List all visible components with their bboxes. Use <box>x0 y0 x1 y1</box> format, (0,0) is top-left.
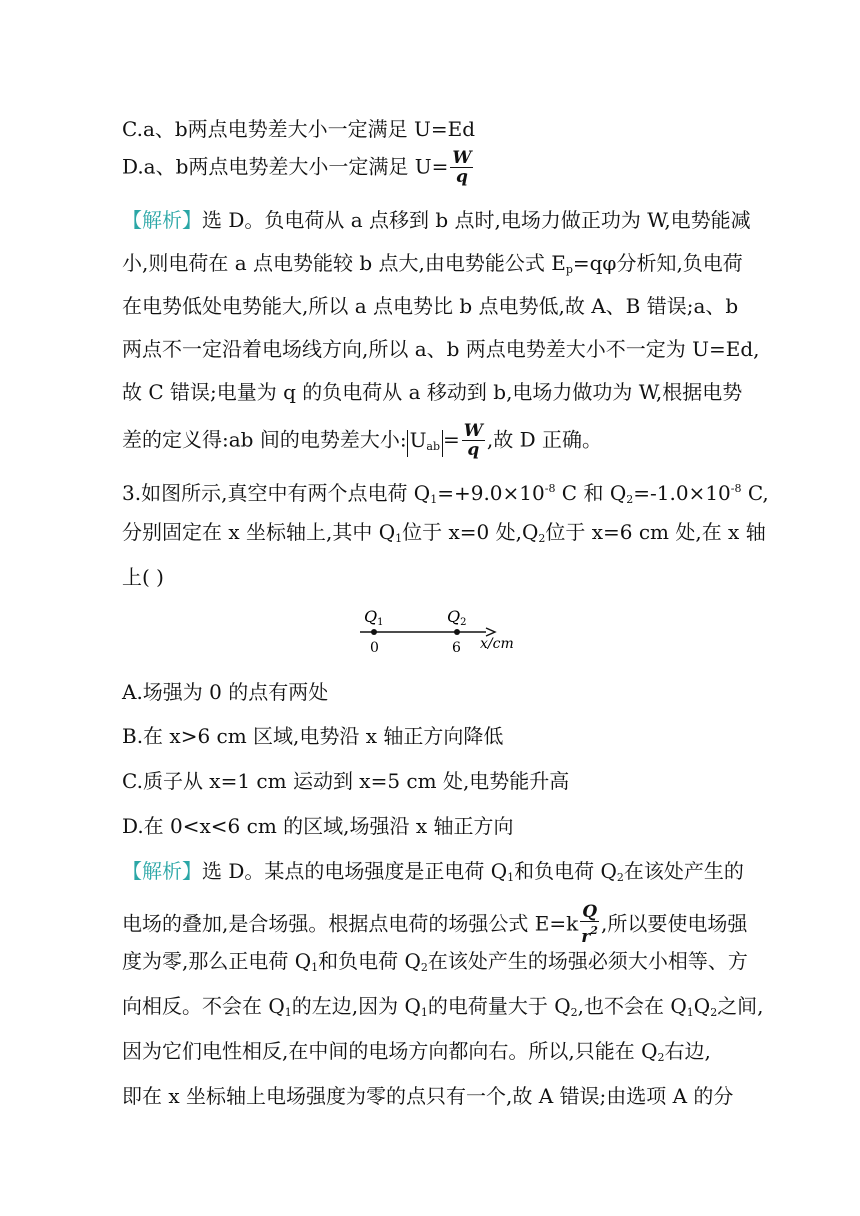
analysis-label: 【解析】 <box>122 208 202 232</box>
option-d-text: D.a、b两点电势差大小一定满足 U= <box>122 154 449 179</box>
analysis-line: 【解析】选 D。某点的电场强度是正电荷 $Q_1$和负电荷 $Q_2$在该处产生的 <box>122 859 744 884</box>
analysis-line: 两点不一定沿着电场线方向,所以 a、b 两点电势差大小不一定为 U=Ed, <box>122 337 760 361</box>
option-a: A.场强为 0 的点有两处 <box>122 680 329 704</box>
axis-arrow-icon <box>486 628 495 636</box>
analysis-line: 故 C 错误;电量为 q 的负电荷从 a 移动到 b,电场力做功为 W,根据电势 <box>122 380 743 404</box>
axis-label: x/cm <box>480 636 514 652</box>
analysis-line: 向相反。不会在 $Q_1$的左边,因为 $Q_1$的电荷量大于 $Q_2$,也不会在 $Q_1Q_2$之间, <box>122 994 764 1019</box>
charge-q2-dot <box>454 629 460 635</box>
option-d <box>122 150 742 186</box>
w-over-q-fraction: $\frac{W}{q}$ <box>463 421 483 460</box>
analysis-line: 小,则电荷在 a 点电势能较 b 点大,由电势能公式 $E_p=q\varphi$分析知,负电荷 <box>122 251 743 276</box>
q2-label: Q2 <box>447 607 467 628</box>
analysis-line: 电场的叠加,是合场强。根据点电荷的场强公式 E=k $\frac{Q}{r^2}$ ,所以要使电场强 <box>122 902 748 947</box>
question-3-stem: 上( ) <box>122 565 164 589</box>
option-c: C.a、b两点电势差大小一定满足 U=Ed <box>122 117 476 141</box>
option-b: B.在 x>6 cm 区域,电势沿 x 轴正方向降低 <box>122 724 504 748</box>
analysis-line: 在电势低处电势能大,所以 a 点电势比 b 点电势低,故 A、B 错误;a、b <box>122 294 739 318</box>
analysis-label: 【解析】 <box>122 859 202 883</box>
tick-label-0: 0 <box>370 640 379 656</box>
charge-axis-figure <box>350 600 530 660</box>
question-3-stem: 3.如图所示,真空中有两个点电荷 $Q_1=+9.0\times 10^{-8}$ C 和 $Q_2=-1.0\times 10^{-8}$ C, <box>122 481 769 506</box>
abs-u-ab: $U_{ab}$ <box>407 430 443 457</box>
analysis-line: 差的定义得:ab 间的电势差大小: $U_{ab}$ = $\frac{W}{q}$ ,故 D 正确。 <box>122 421 602 460</box>
option-c: C.质子从 x=1 cm 运动到 x=5 cm 处,电势能升高 <box>122 769 570 793</box>
question-3-stem: 分别固定在 x 坐标轴上,其中 $Q_1$位于 x=0 处$,Q_2$位于 x=6 cm 处,在 x 轴 <box>122 520 766 545</box>
analysis-line: 【解析】选 D。负电荷从 a 点移到 b 点时,电场力做正功为 W,电势能减 <box>122 208 751 232</box>
tick-label-6: 6 <box>452 640 461 656</box>
charge-q1-dot <box>371 629 377 635</box>
analysis-line: 因为它们电性相反,在中间的电场方向都向右。所以,只能在 $Q_2$右边, <box>122 1039 711 1064</box>
analysis-line: 度为零,那么正电荷 $Q_1$和负电荷 $Q_2$在该处产生的场强必须大小相等、方 <box>122 949 748 974</box>
q-over-r2-fraction: $\frac{Q}{r^2}$ <box>581 902 598 947</box>
analysis-line: 即在 x 坐标轴上电场强度为零的点只有一个,故 A 错误;由选项 A 的分 <box>122 1084 734 1108</box>
q1-label: Q1 <box>364 607 384 628</box>
w-over-q-fraction: $\frac{W}{q}$ <box>452 148 472 187</box>
option-d: D.在 0<x<6 cm 的区域,场强沿 x 轴正方向 <box>122 814 514 838</box>
